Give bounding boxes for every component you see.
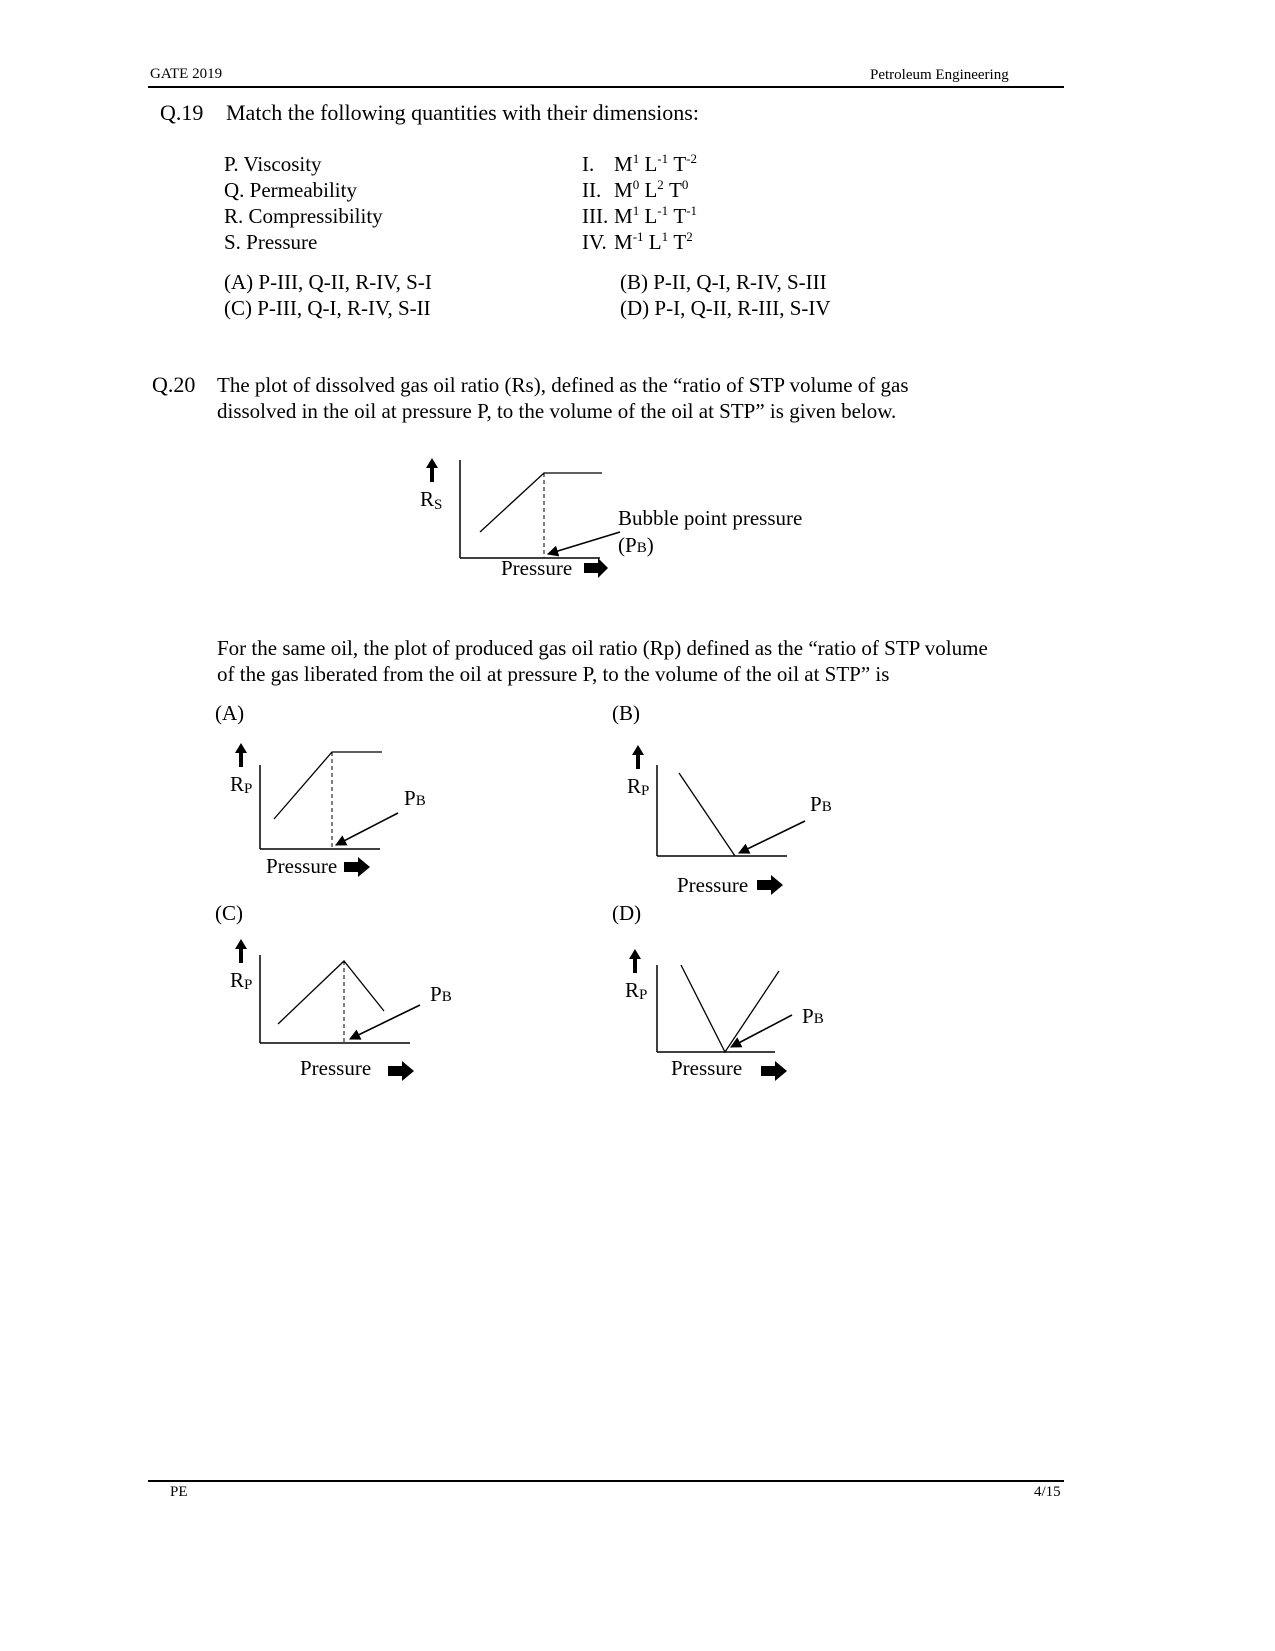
q20-option-a-label[interactable]: (A) bbox=[215, 701, 245, 725]
q19-left-item: P. Viscosity bbox=[224, 152, 322, 176]
rs-annotation-line2: (PB) bbox=[618, 533, 654, 557]
rs-annotation-line1: Bubble point pressure bbox=[618, 506, 803, 530]
q19-option-a[interactable]: (A) P-III, Q-II, R-IV, S-I bbox=[224, 270, 432, 294]
q19-right-item: II. $M^0$ $L^2$ $T^0$ bbox=[582, 177, 689, 202]
q19-option-c[interactable]: (C) P-III, Q-I, R-IV, S-II bbox=[224, 296, 431, 320]
up-arrow-icon bbox=[632, 745, 644, 769]
q20-option-d-label[interactable]: (D) bbox=[612, 901, 642, 925]
q20-number: Q.20 bbox=[152, 372, 196, 397]
q20-followup bbox=[217, 635, 988, 687]
q19-right-item: IV. $M^{-1}$ $L^1$ $T^2$ bbox=[582, 229, 693, 254]
plot-a-pb-label: PB bbox=[404, 786, 426, 810]
right-arrow-icon bbox=[344, 857, 370, 877]
q20-intro-line: The plot of dissolved gas oil ratio (Rs), defined as the “ratio of STP volume of gas bbox=[217, 373, 909, 397]
q19-left-item: R. Compressibility bbox=[224, 204, 383, 228]
rs-x-label: Pressure bbox=[501, 556, 573, 580]
q19-option-b[interactable]: (B) P-II, Q-I, R-IV, S-III bbox=[620, 270, 827, 294]
right-arrow-icon bbox=[761, 1061, 787, 1081]
plot-d-pb-label: PB bbox=[802, 1004, 824, 1028]
plot-d-curve bbox=[681, 965, 779, 1052]
plot-b-curve bbox=[679, 773, 735, 856]
header-rule bbox=[148, 86, 1064, 88]
up-arrow-icon bbox=[629, 949, 641, 973]
footer-rule bbox=[148, 1480, 1064, 1482]
plot-option-b[interactable] bbox=[617, 735, 857, 900]
q20-option-c-label[interactable]: (C) bbox=[215, 901, 243, 925]
rp-y-label: RP bbox=[230, 968, 253, 993]
plot-b-x-label: Pressure bbox=[677, 873, 749, 897]
right-arrow-icon bbox=[757, 875, 783, 895]
plot-a-curve bbox=[274, 752, 382, 819]
right-arrow-icon bbox=[584, 558, 608, 578]
plot-a-x-label: Pressure bbox=[266, 854, 338, 878]
header-subject: Petroleum Engineering bbox=[870, 67, 1009, 83]
plot-b-pb-arrow bbox=[739, 821, 805, 853]
q19-right-item: III. $M^1$ $L^{-1}$ $T^{-1}$ bbox=[582, 203, 698, 228]
q20-intro-line: dissolved in the oil at pressure P, to the volume of the oil at STP” is given below. bbox=[217, 399, 897, 423]
rp-y-label: RP bbox=[230, 772, 253, 797]
plot-c-x-label: Pressure bbox=[300, 1056, 372, 1080]
right-arrow-icon bbox=[388, 1061, 414, 1081]
rs-plot bbox=[400, 450, 840, 590]
q19-right-item: I. $M^1$ $L^{-1}$ $T^{-2}$ bbox=[582, 151, 698, 176]
up-arrow-icon bbox=[235, 743, 247, 767]
q19-right-list bbox=[582, 151, 697, 255]
rs-y-label: RS bbox=[420, 487, 443, 513]
q20-option-b-label[interactable]: (B) bbox=[612, 701, 640, 725]
up-arrow-icon bbox=[426, 458, 438, 482]
up-arrow-icon bbox=[235, 939, 247, 963]
q19-option-d[interactable]: (D) P-I, Q-II, R-III, S-IV bbox=[620, 296, 831, 320]
rs-curve bbox=[480, 473, 602, 532]
q20-followup-line: For the same oil, the plot of produced gas oil ratio (Rp) defined as the “ratio of STP volume bbox=[217, 636, 988, 660]
plot-c-pb-label: PB bbox=[430, 982, 452, 1006]
plot-c-curve bbox=[278, 961, 384, 1024]
rp-y-label: RP bbox=[627, 774, 650, 799]
plot-d-x-label: Pressure bbox=[671, 1056, 743, 1080]
plot-c-pb-arrow bbox=[350, 1005, 420, 1039]
footer-paper-code: PE bbox=[170, 1484, 188, 1500]
plot-b-pb-label: PB bbox=[810, 792, 832, 816]
plot-option-c[interactable] bbox=[220, 935, 460, 1085]
rs-annotation-arrow bbox=[548, 532, 620, 554]
header-exam-title: GATE 2019 bbox=[150, 66, 223, 82]
q20-followup-line: of the gas liberated from the oil at pressure P, to the volume of the oil at STP” is bbox=[217, 662, 890, 686]
q19-left-list bbox=[224, 151, 383, 255]
q19-left-item: S. Pressure bbox=[224, 230, 318, 254]
q20-intro bbox=[217, 372, 909, 424]
rp-y-label: RP bbox=[625, 978, 648, 1003]
q19-number: Q.19 bbox=[160, 100, 204, 125]
plot-option-d[interactable] bbox=[617, 935, 857, 1085]
plot-d-pb-arrow bbox=[731, 1015, 792, 1047]
q19-left-item: Q. Permeability bbox=[224, 178, 357, 202]
q19-prompt: Match the following quantities with their dimensions: bbox=[226, 100, 699, 125]
plot-a-pb-arrow bbox=[336, 813, 398, 845]
footer-page-number: 4/15 bbox=[1034, 1484, 1061, 1500]
plot-option-a[interactable] bbox=[220, 735, 460, 885]
